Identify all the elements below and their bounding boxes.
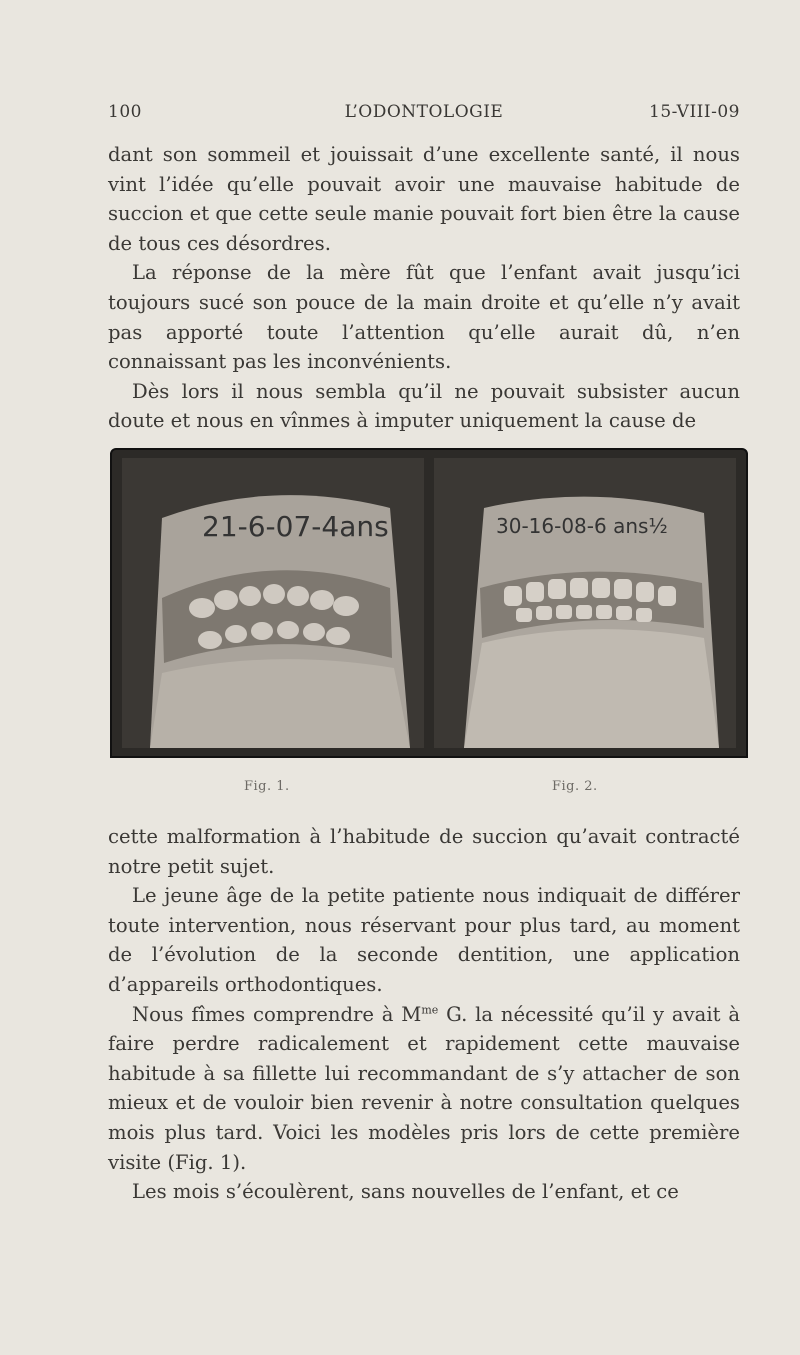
paragraph-continued: cette malformation à l’habitude de succion qu’avait contracté notre petit sujet.: [108, 825, 740, 878]
issue-date: 15-VIII-09: [649, 102, 740, 122]
paragraph: Le jeune âge de la petite patiente nous indiquait de différer toute intervention, nous réservant pour plus tard, au moment de l’évolution de la seconde dentition, une application d’appareils orthodontiques.: [108, 884, 740, 996]
figure-1-photo: [122, 458, 424, 748]
paragraph-text: Nous fîmes comprendre à M: [132, 1002, 422, 1026]
paragraph: Dès lors il nous sembla qu’il ne pouvait subsister aucun doute et nous en vînmes à imputer uniquement la cause de: [108, 379, 740, 433]
running-title: L’ODONTOLOGIE: [344, 102, 504, 122]
figure-2-photo: [434, 458, 736, 748]
figure-1-caption: Fig. 1.: [244, 779, 290, 794]
running-header: [108, 98, 740, 128]
paragraph-text: G. la nécessité qu’il y avait à faire perdre radicalement et rapidement cette mauvaise habitude à sa fillette lui recommandant de s’y attacher de son mieux et de vouloir bien revenir à notre consultation quelques mois plus tard. Voici les modèles pris lors de cette première visite (Fig. 1).: [108, 1002, 740, 1174]
paragraph: [108, 1000, 740, 1178]
dental-cast-illustration: [434, 458, 736, 748]
abbreviation-superscript: me: [421, 1003, 439, 1017]
figure-2-caption: Fig. 2.: [552, 779, 598, 794]
text-block-bottom: [108, 822, 740, 1207]
page-number: 100: [108, 102, 142, 122]
text-block-top: [108, 140, 740, 436]
figure-plates: [110, 448, 748, 758]
paragraph-continued: dant son sommeil et jouissait d’une excellente santé, il nous vint l’idée qu’elle pouvait avoir une mauvaise habitude de succion et que cette seule manie pouvait fort bien être la cause de tous ces désordres.: [108, 143, 740, 255]
dental-cast-illustration: [122, 458, 424, 748]
paragraph: La réponse de la mère fût que l’enfant avait jusqu’ici toujours sucé son pouce de la main droite et qu’elle n’y avait pas apporté toute l’attention qu’elle aurait dû, n’en connaissant pas les inconvénients.: [108, 261, 740, 374]
cast-inscription: 21-6-07-4ans: [202, 510, 389, 543]
paragraph: Les mois s’écoulèrent, sans nouvelles de l’enfant, et ce: [132, 1180, 679, 1204]
cast-inscription: 30-16-08-6 ans½: [496, 514, 668, 538]
